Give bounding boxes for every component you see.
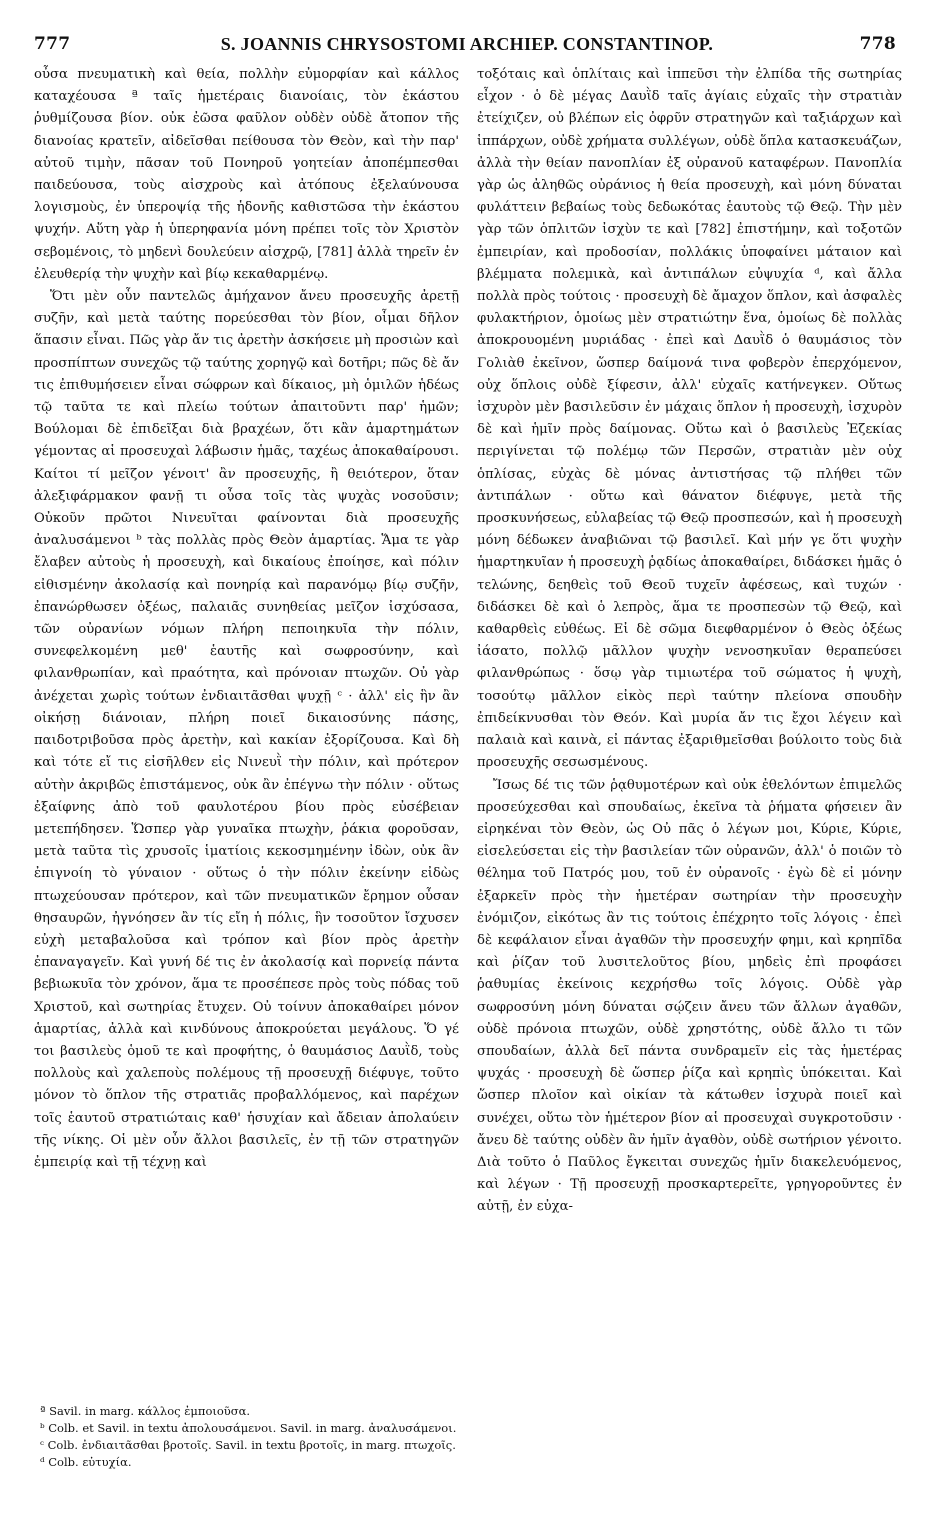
footnotes: [40, 1403, 460, 1471]
left-paragraph-1: οὖσα πνευματικὴ καὶ θεία, πολλὴν εὐμορφίαν καὶ κάλλος καταχέουσα ª ταῖς ἡμετέραις διανοίαις, τὸν ἑκάστου ῥυθμίζουσα βίον. οὐκ ἐῶσα φαῦλον οὐδὲν οὐδὲ ἄτοπον τῆς διανοίας κρατεῖν, αἰδεῖσθαι πείθουσα τὸν Θεὸν, καὶ τὴν παρ' αὐτοῦ τιμὴν, πᾶσαν τοῦ Πονηροῦ γοητείαν ἀποπέμπεσθαι παιδεύουσα, τοὺς αἰσχροὺς καὶ ἀτόπους ἐξελαύνουσα λογισμοὺς, ἐν ὑπεροψίᾳ τῆς ἡδονῆς καθιστῶσα τὴν ἑκάστου ψυχήν. Αὕτη γὰρ ἡ ὑπερηφανία μόνη πρέπει τοῖς τὸν Χριστὸν σεβομένοις, τὸ μηδενὶ δουλεύειν αἰσχρῷ, [781] ἀλλὰ τηρεῖν ἐν ἐλευθερίᾳ τὴν ψυχὴν καὶ βίῳ κεκαθαρμένῳ.: [34, 67, 459, 282]
footnote-c: ᶜ Colb. ἐνδιαιτᾶσθαι βροτοῖς. Savil. in textu βροτοῖς, in marg. πτωχοῖς.: [40, 1438, 456, 1452]
footnote-d: ᵈ Colb. εὐτυχία.: [40, 1455, 132, 1469]
right-paragraph-2: Ἴσως δέ τις τῶν ῥᾳθυμοτέρων καὶ οὐκ ἐθελόντων ἐπιμελῶς προσεύχεσθαι καὶ σπουδαίως, ἐκεῖνα τὰ ῥήματα φήσειεν ἂν εἰρηκέναι τὸν Θεὸν, ὡς Οὐ πᾶς ὁ λέγων μοι, Κύριε, Κύριε, εἰσελεύσεται εἰς τὴν βασιλείαν τῶν οὐρανῶν, ἀλλ' ὁ ποιῶν τὸ θέλημα τοῦ Πατρός μου, τοῦ ἐν οὐρανοῖς · ἐγὼ δὲ εἰ μόνην ἐξαρκεῖν πρὸς τὴν ἡμετέραν σωτηρίαν τὴν προσευχὴν ἐνόμιζον, εἰκότως ἂν τις τούτοις ἐπέχρητο τοῖς λόγοις · ἐπεὶ δὲ κεφάλαιον εἶναι ἀγαθῶν τὴν προσευχήν φημι, καὶ κρηπῖδα καὶ ῥίζαν τοῦ λυσιτελοῦτος βίου, μηδεὶς ἐπὶ προφάσει ῥαθυμίας ἐκείνοις κεχρήσθω τοῖς λόγοις. Οὐδὲ γὰρ σωφροσύνη μόνη δύναται σῴζειν ἄνευ τῶν ἄλλων ἀγαθῶν, οὐδὲ πρόνοια πτωχῶν, οὐδὲ χρηστότης, οὐδὲ ἄλλο τι τῶν σπουδαίων, ἀλλὰ δεῖ πάντα συνδραμεῖν εἰς τὰς ἡμετέρας ψυχάς · προσευχὴ δὲ ὥσπερ ῥίζα καὶ κρηπὶς ὑπόκειται. Καὶ ὥσπερ πλοῖον καὶ οἰκίαν τὰ κάτωθεν ἰσχυρὰ ποιεῖ καὶ συνέχει, οὕτω τὸν ἡμέτερον βίον αἱ προσευχαὶ συγκροτοῦσιν · ἄνευ δὲ ταύτης οὐδὲν ἂν ἡμῖν ἀγαθὸν, οὐδὲ σωτήριον γένοιτο. Διὰ τοῦτο ὁ Παῦλος ἔγκειται συνεχῶς ἡμῖν διακελευόμενος, καὶ λέγων · Τῇ προσευχῇ προσκαρτερεῖτε, γρηγοροῦντες ἐν αὐτῇ, ἐν εὐχα-: [477, 777, 902, 1215]
page-header: [28, 34, 906, 58]
page-number-right: 778: [859, 34, 896, 54]
running-title: S. JOANNIS CHRYSOSTOMI ARCHIEP. CONSTANTINOP.: [220, 34, 714, 54]
page-number-left: 777: [34, 34, 71, 54]
right-column: [477, 64, 902, 1509]
left-column: [34, 64, 459, 1394]
footnote-a: ª Savil. in marg. κάλλος ἐμποιοῦσα.: [40, 1404, 251, 1418]
right-paragraph-1: τοξόταις καὶ ὁπλίταις καὶ ἱππεῦσι τὴν ἐλπίδα τῆς σωτηρίας εἶχον · ὁ δὲ μέγας Δαυῒδ ταῖς ἁγίαις εὐχαῖς τὴν στρατιὰν ἐτείχιζεν, οὐ βλέπων εἰς ὀφρῦν στρατηγῶν καὶ ταξιάρχων καὶ ἱππάρχων, οὐδὲ χρήματα συλλέγων, οὐδὲ ὅπλα κατασκευάζων, ἀλλὰ τὴν θείαν πανοπλίαν ἐξ οὐρανοῦ καταφέρων. Πανοπλία γὰρ ὡς ἀληθῶς οὐράνιος ἡ θεία προσευχὴ, καὶ μόνη δύναται φυλάττειν βεβαίως τοὺς δεδωκότας ἑαυτοὺς τῷ Θεῷ. Τὴν μὲν γὰρ τῶν ὁπλιτῶν ἰσχὺν τε καὶ [782] ἐπιστήμην, καὶ τοξοτῶν ἐμπειρίαν, καὶ προδοσίαν, πολλάκις ὑποφαίνει μάταιον καὶ βλέμματα πολεμικὰ, καὶ ἀντιπάλων εὐψυχία ᵈ, καὶ ἄλλα πολλὰ πρὸς τούτοις · προσευχὴ δὲ ἄμαχον ὅπλον, καὶ ἀσφαλὲς φυλακτήριον, ὁμοίως μὲν στρατιώτην ἕνα, ὁμοίως δὲ πολλὰς ἀποκρουομένη μυριάδας · ἐπεὶ καὶ Δαυῒδ ὁ θαυμάσιος τὸν Γολιὰθ ἐκεῖνον, ὥσπερ δαίμονά τινα φοβερὸν ἐπερχόμενον, οὐχ ὅπλοις οὐδὲ ξίφεσιν, ἀλλ' εὐχαῖς κατήνεγκεν. Οὕτως ἰσχυρὸν μὲν βασιλεῦσιν ἐν μάχαις ὅπλον ἡ προσευχὴ, ἰσχυρὸν δὲ καὶ ἡμῖν πρὸς δαίμονας. Οὕτω καὶ ὁ βασιλεὺς Ἐζεκίας περιγίνεται τῷ πολέμῳ τῶν Περσῶν, στρατιὰν μὲν οὐχ ὁπλίσας, εὐχὰς δὲ μόνας ἀντιστήσας τῷ πλήθει τῶν ἀντιπάλων · οὕτω καὶ θάνατον διέφυγε, μετὰ τῆς προσκυνήσεως, εὐλαβείας τῷ Θεῷ προσπεσών, καὶ ἡ προσευχὴ μόνη δέδωκεν ἀναβιῶναι τῷ βασιλεῖ. Καὶ μήν γε ὅτι ψυχὴν ἡμαρτηκυῖαν ἡ προσευχὴ ῥᾳδίως ἀποκαθαίρει, διδάσκει ἡμᾶς ὁ τελώνης, δεηθεὶς τοῦ Θεοῦ τυχεῖν ἀφέσεως, καὶ τυχών · διδάσκει δὲ καὶ ὁ λεπρὸς, ἅμα τε προσπεσὼν τῷ Θεῷ, καὶ καθαρθεὶς εὐθέως. Εἰ δὲ σῶμα διεφθαρμένον ὁ Θεὸς ὀξέως ἰάσατο, πολλῷ μᾶλλον ψυχὴν νενοσηκυῖαν θεραπεύσει φιλανθρώπως · ὅσῳ γὰρ τιμιωτέρα τοῦ σώματος ἡ ψυχὴ, τοσούτῳ μᾶλλον εἰκὸς περὶ ταύτην πλείονα σπουδὴν ἐπιδείκνυσθαι τὸν Θεόν. Καὶ μυρία ἄν τις ἔχοι λέγειν καὶ παλαιὰ καὶ καινὰ, εἰ πάντας ἐξαριθμεῖσθαι βούλοιτο τοὺς διὰ προσευχῆς σεσωσμένους.: [477, 67, 902, 771]
footnote-b: ᵇ Colb. et Savil. in textu ἀπολουσάμενοι. Savil. in marg. ἀναλυσάμενοι.: [40, 1421, 457, 1435]
left-paragraph-2: Ὅτι μὲν οὖν παντελῶς ἀμήχανον ἄνευ προσευχῆς ἀρετῇ συζῆν, καὶ μετὰ ταύτης πορεύεσθαι τὸν βίον, οἶμαι δῆλον ἅπασιν εἶναι. Πῶς γὰρ ἄν τις ἀρετὴν ἀσκήσειε μὴ προσιὼν καὶ προσπίπτων συνεχῶς τῷ ταύτης χορηγῷ καὶ δοτῆρι; πῶς δὲ ἄν τις ἐπιθυμήσειεν εἶναι σώφρων καὶ δίκαιος, μὴ ὁμιλῶν ἡδέως τῷ ταῦτα τε καὶ πλείω τούτων ἀπαιτοῦντι παρ' ἡμῶν; Βούλομαι δὲ ἐπιδεῖξαι διὰ βραχέων, ὅτι κἂν ἁμαρτημάτων γέμοντας αἱ προσευχαὶ λάβωσιν ἡμᾶς, ταχέως ἀποκαθαίρουσι. Καίτοι τί μεῖζον γένοιτ' ἂν προσευχῆς, ἢ θειότερον, ὅταν ἀλεξιφάρμακον φανῇ τι οὖσα τοῖς τὰς ψυχὰς νοσοῦσιν; Οὐκοῦν πρῶτοι Νινευῖται φαίνονται διὰ προσευχῆς ἀναλυσάμενοι ᵇ τὰς πολλὰς πρὸς Θεὸν ἁμαρτίας. Ἅμα τε γὰρ ἔλαβεν αὐτοὺς ἡ προσευχὴ, καὶ δικαίους ἐποίησε, καὶ πόλιν εἰθισμένην ἀκολασίᾳ καὶ πονηρίᾳ καὶ παρανόμῳ βίῳ συζῆν, ἐπανώρθωσεν ὀξέως, παλαιᾶς συνηθείας μεῖζον ἰσχύσασα, τῶν οὐρανίων νόμων πλήρη πεποιηκυῖα τὴν πόλιν, συνεφελκομένη μεθ' ἑαυτῆς καὶ σωφροσύνην, καὶ φιλανθρωπίαν, καὶ πραότητα, καὶ πρόνοιαν πτωχῶν. Οὐ γὰρ ἀνέχεται χωρὶς τούτων ἐνδιαιτᾶσθαι ψυχῇ ᶜ · ἀλλ' εἰς ἣν ἂν οἰκήσῃ διάνοιαν, πλήρη ποιεῖ δικαιοσύνης πάσης, παιδοτριβοῦσα πρὸς ἀρετὴν, καὶ κακίαν ἐξορίζουσα. Καὶ δὴ καὶ τότε εἴ τις εἰσῆλθεν εἰς Νινευῒ τὴν πόλιν, καὶ πρότερον αὐτὴν ἀκριβῶς ἐπιστάμενος, οὐκ ἂν ἐπέγνω τὴν πόλιν · οὕτως ἐξαίφνης ἀπὸ τοῦ φαυλοτέρου βίου πρὸς εὐσέβειαν μετεπήδησεν. Ὥσπερ γὰρ γυναῖκα πτωχὴν, ῥάκια φοροῦσαν, μετὰ ταῦτα τὶς χρυσοῖς ἱματίοις κεκοσμημένην ἰδὼν, οὐκ ἂν ἐπιγνοίη τὸ γύναιον · οὕτως ὁ τὴν πόλιν ἐκείνην εἰδὼς πτωχεύουσαν πρότερον, καὶ τῶν πνευματικῶν ἔρημον οὖσαν θησαυρῶν, ἠγνόησεν ἂν τίς εἴη ἡ πόλις, ἣν τοσοῦτον ἴσχυσεν εὐχὴ μεταβαλοῦσα καὶ τρόπον καὶ βίον πρὸς ἀρετὴν ἐπαναγαγεῖν. Καὶ γυνή δέ τις ἐν ἀκολασίᾳ καὶ πορνείᾳ πάντα βεβιωκυῖα τὸν χρόνον, ἅμα τε προσέπεσε πρὸς τοὺς πόδας τοῦ Χριστοῦ, καὶ σωτηρίας ἔτυχεν. Οὐ τοίνυν ἀποκαθαίρει μόνον ἁμαρτίας, ἀλλὰ καὶ κινδύνους ἀποκρούεται μεγάλους. Ὅ γέ τοι βασιλεὺς ὁμοῦ τε καὶ προφήτης, ὁ θαυμάσιος Δαυῒδ, τοὺς πολλοὺς καὶ χαλεποὺς πολέμους τῇ προσευχῇ διέφυγε, τοῦτο μόνον τὸ ὅπλον τῆς στρατιᾶς προβαλλόμενος, καὶ παρέχων τοῖς ἑαυτοῦ στρατιώταις καθ' ἡσυχίαν καὶ ἄδειαν ἀπολαύειν τῆς νίκης. Οἱ μὲν οὖν ἄλλοι βασιλεῖς, ἐν τῇ τῶν στρατηγῶν ἐμπειρίᾳ καὶ τῇ τέχνῃ καὶ: [34, 289, 459, 1170]
